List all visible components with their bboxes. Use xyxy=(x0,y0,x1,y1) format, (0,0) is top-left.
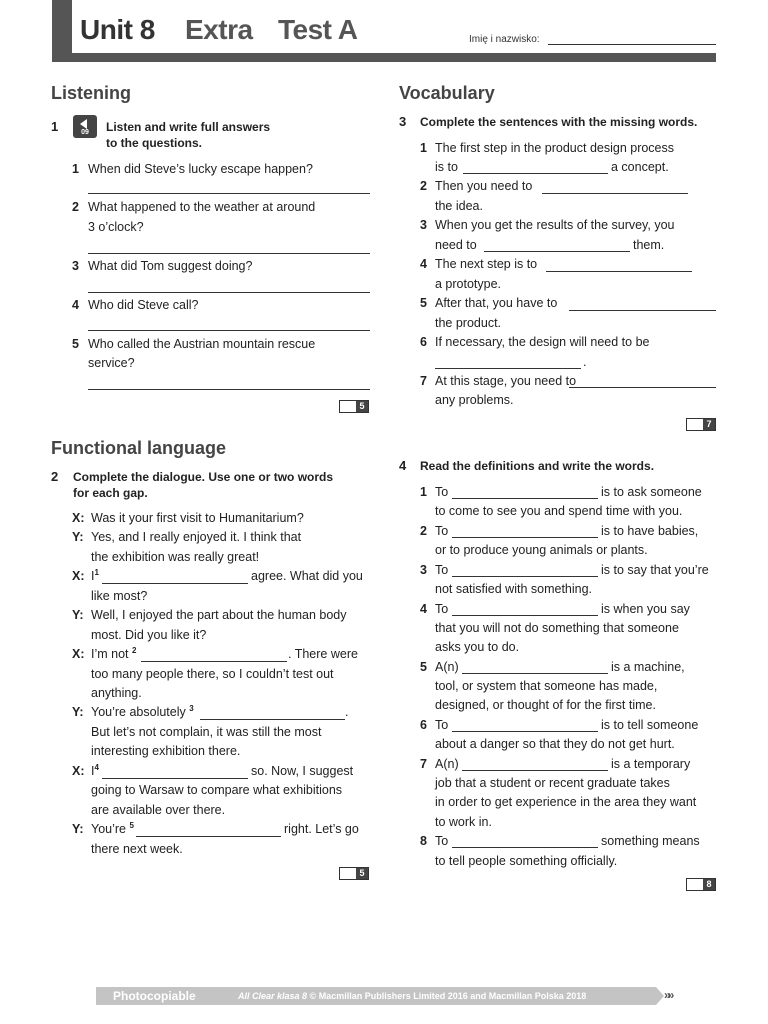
question-1-text: When did Steve’s lucky escape happen? xyxy=(88,162,313,176)
dialogue-line: agree. What did you xyxy=(251,569,363,583)
dialogue-line: too many people there, so I couldn’t test out xyxy=(91,667,334,681)
exercise-1-instruction-line-2: to the questions. xyxy=(106,136,202,150)
exercise-3-instruction: Complete the sentences with the missing words. xyxy=(420,115,698,129)
definition-text: To xyxy=(435,602,449,616)
header-bar-bottom xyxy=(52,53,716,62)
sentence-1-gap[interactable] xyxy=(463,173,608,174)
speaker-x: X: xyxy=(72,764,85,778)
definition-5-number: 5 xyxy=(420,660,427,674)
track-number: 09 xyxy=(81,129,89,136)
dialogue-line: anything. xyxy=(91,686,142,700)
definition-text: is to tell someone xyxy=(601,718,699,732)
answer-1-line[interactable] xyxy=(88,193,370,194)
definition-2-gap[interactable] xyxy=(452,537,598,538)
sentence-text: the idea. xyxy=(435,199,483,213)
dialogue-line: You’re $^5$ xyxy=(91,820,134,836)
dialogue-line: going to Warsaw to compare what exhibitions xyxy=(91,783,343,797)
gap-number: 3 xyxy=(189,703,194,713)
dialogue-line: are available over there. xyxy=(91,803,226,817)
definition-text: A(n) xyxy=(435,757,459,771)
exercise-4-instruction: Read the definitions and write the words. xyxy=(420,459,655,473)
max-score: 7 xyxy=(703,419,715,430)
gap-number: 1 xyxy=(94,567,99,577)
score-input[interactable] xyxy=(687,419,704,430)
speaker-x: X: xyxy=(72,511,85,525)
definition-text: is to say that you’re xyxy=(601,563,709,577)
definition-3-gap[interactable] xyxy=(452,576,598,577)
sentence-text: When you get the results of the survey, you xyxy=(435,218,675,232)
definition-text: is when you say xyxy=(601,602,690,616)
definition-text: To xyxy=(435,718,449,732)
definition-text: designed, or thought of for the first time. xyxy=(435,698,656,712)
sentence-text: The first step in the product design process xyxy=(435,141,675,155)
score-input[interactable] xyxy=(340,868,357,879)
speaker-x: X: xyxy=(72,569,85,583)
dialogue-line: like most? xyxy=(91,589,148,603)
definition-4-gap[interactable] xyxy=(452,615,598,616)
sentence-text: a concept. xyxy=(611,160,669,174)
photocopiable-label: Photocopiable xyxy=(113,989,196,1003)
definition-text: To xyxy=(435,524,449,538)
definition-text: in order to get experience in the area they want xyxy=(435,795,697,809)
definition-text: something means xyxy=(601,834,700,848)
question-1-number: 1 xyxy=(72,162,79,176)
definition-text: to come to see you and spend time with you. xyxy=(435,504,683,518)
exercise-2-instruction-line-1: Complete the dialogue. Use one or two words xyxy=(73,470,334,484)
exercise-2-instruction-line-2: for each gap. xyxy=(73,486,148,500)
definition-text: is to have babies, xyxy=(601,524,699,538)
question-5-text-line-1: Who called the Austrian mountain rescue xyxy=(88,337,316,351)
sentence-text: The next step is to xyxy=(435,257,538,271)
gap-2-line[interactable] xyxy=(141,661,287,662)
dialogue-line: the exhibition was really great! xyxy=(91,550,260,564)
gap-number: 4 xyxy=(94,762,99,772)
functional-language-title: Functional language xyxy=(51,438,227,458)
definition-text: To xyxy=(435,563,449,577)
sentence-6-number: 6 xyxy=(420,335,427,349)
sentence-3-gap[interactable] xyxy=(484,251,630,252)
definition-text: A(n) xyxy=(435,660,459,674)
gap-5-line[interactable] xyxy=(136,836,281,837)
sentence-6-gap[interactable] xyxy=(435,368,581,369)
sentence-text: If necessary, the design will need to be xyxy=(435,335,650,349)
exercise-4-number: 4 xyxy=(399,458,407,473)
sentence-text: need to xyxy=(435,238,477,252)
question-2-number: 2 xyxy=(72,200,79,214)
exercise-4-score-box[interactable] xyxy=(686,878,716,891)
listening-title: Listening xyxy=(51,83,131,103)
vocabulary-title: Vocabulary xyxy=(399,83,495,103)
name-label: Imię i nazwisko: xyxy=(469,34,540,45)
definition-7-gap[interactable] xyxy=(462,770,608,771)
definition-text: to work in. xyxy=(435,815,492,829)
exercise-1-score-box[interactable] xyxy=(339,400,369,413)
exercise-2-number: 2 xyxy=(51,469,59,484)
gap-number: 2 xyxy=(132,645,137,655)
definition-text: or to produce young animals or plants. xyxy=(435,543,648,557)
dialogue-line: right. Let’s go xyxy=(284,822,359,836)
name-field[interactable] xyxy=(548,44,716,45)
answer-3-line[interactable] xyxy=(88,292,370,293)
question-3-text: What did Tom suggest doing? xyxy=(88,259,253,273)
definition-text: to tell people something officially. xyxy=(435,854,618,868)
exercise-1-instruction-line-1: Listen and write full answers xyxy=(106,120,271,134)
answer-5-line[interactable] xyxy=(88,389,370,390)
dialogue-line: $I^1$ xyxy=(91,567,99,583)
sentence-text: a prototype. xyxy=(435,277,502,291)
question-3-number: 3 xyxy=(72,259,79,273)
question-5-text-line-2: service? xyxy=(88,356,135,370)
sentence-4-gap[interactable] xyxy=(546,271,692,272)
unit-title: Unit 8 xyxy=(80,14,155,45)
gap-4-line[interactable] xyxy=(102,778,248,779)
definition-text: is a machine, xyxy=(611,660,685,674)
definition-4-number: 4 xyxy=(420,602,427,616)
sentence-5-number: 5 xyxy=(420,296,427,310)
definition-1-gap[interactable] xyxy=(452,498,598,499)
sentence-2-gap[interactable] xyxy=(542,193,688,194)
definition-8-number: 8 xyxy=(420,834,427,848)
dialogue-line: I’m not $^2$ xyxy=(91,645,137,661)
max-score: 8 xyxy=(703,879,715,890)
definition-text: is to ask someone xyxy=(601,485,702,499)
dialogue-line: You’re absolutely $^3$ xyxy=(91,703,194,719)
exercise-3-number: 3 xyxy=(399,114,407,129)
definition-text: is a temporary xyxy=(611,757,691,771)
score-input[interactable] xyxy=(687,879,704,890)
speaker-x: X: xyxy=(72,647,85,661)
dialogue-line: most. Did you like it? xyxy=(91,628,207,642)
sentence-text: the product. xyxy=(435,316,502,330)
question-2-text-line-1: What happened to the weather at around xyxy=(88,200,316,214)
gap-1-line[interactable] xyxy=(102,583,248,584)
definition-text: To xyxy=(435,485,449,499)
answer-2-line[interactable] xyxy=(88,253,370,254)
sentence-text: any problems. xyxy=(435,393,514,407)
sentence-text: . xyxy=(583,355,587,369)
definition-text: not satisfied with something. xyxy=(435,582,593,596)
sentence-text: them. xyxy=(633,238,665,252)
sentence-3-number: 3 xyxy=(420,218,427,232)
definition-6-number: 6 xyxy=(420,718,427,732)
footer-arrow-icon xyxy=(656,987,664,1005)
dialogue-line: interesting exhibition there. xyxy=(91,744,241,758)
definition-text: tool, or system that someone has made, xyxy=(435,679,658,693)
double-chevron-icon: »» xyxy=(664,988,672,1002)
sentence-7-number: 7 xyxy=(420,374,427,388)
definition-5-gap[interactable] xyxy=(462,673,608,674)
sentence-text: At this stage, you need to xyxy=(435,374,577,388)
gap-number: 5 xyxy=(129,820,134,830)
dialogue-line: so. Now, I suggest xyxy=(251,764,354,778)
gap-3-line[interactable] xyxy=(200,719,345,720)
audio-track-icon[interactable] xyxy=(73,115,97,138)
max-score: 5 xyxy=(356,401,368,412)
max-score: 5 xyxy=(356,868,368,879)
sentence-1-number: 1 xyxy=(420,141,427,155)
sentence-text: is to xyxy=(435,160,458,174)
score-input[interactable] xyxy=(340,401,357,412)
dialogue-line: . xyxy=(345,705,349,719)
test-title: Test A xyxy=(278,14,358,45)
definition-text: that you will not do something that someone xyxy=(435,621,679,635)
dialogue-line: Well, I enjoyed the part about the human body xyxy=(91,608,347,622)
question-2-text-line-2: 3 o’clock? xyxy=(88,220,144,234)
definition-text: job that a student or recent graduate takes xyxy=(435,776,670,790)
definition-text: To xyxy=(435,834,449,848)
dialogue-line: Yes, and I really enjoyed it. I think that xyxy=(91,530,302,544)
speaker-y: Y: xyxy=(72,530,84,544)
sentence-text: After that, you have to xyxy=(435,296,558,310)
dialogue-line: . There were xyxy=(288,647,358,661)
exercise-3-score-box[interactable] xyxy=(686,418,716,431)
answer-4-line[interactable] xyxy=(88,330,370,331)
speaker-y: Y: xyxy=(72,822,84,836)
definition-6-gap[interactable] xyxy=(452,731,598,732)
sentence-text: Then you need to xyxy=(435,179,533,193)
definition-8-gap[interactable] xyxy=(452,847,598,848)
extra-title: Extra xyxy=(185,14,253,45)
copyright-text: All Clear klasa 8 © Macmillan Publishers Limited 2016 and Macmillan Polska 2018 xyxy=(238,991,587,1001)
definition-7-number: 7 xyxy=(420,757,427,771)
exercise-1-number: 1 xyxy=(51,119,59,134)
definition-text: about a danger so that they do not get hurt. xyxy=(435,737,675,751)
speaker-icon xyxy=(80,119,87,129)
dialogue-line: $I^4$ xyxy=(91,762,99,778)
dialogue-line: Was it your first visit to Humanitarium? xyxy=(91,511,304,525)
definition-text: asks you to do. xyxy=(435,640,520,654)
sentence-7-gap[interactable] xyxy=(569,387,716,388)
exercise-2-score-box[interactable] xyxy=(339,867,369,880)
question-4-number: 4 xyxy=(72,298,79,312)
definition-2-number: 2 xyxy=(420,524,427,538)
question-5-number: 5 xyxy=(72,337,79,351)
speaker-y: Y: xyxy=(72,705,84,719)
definition-3-number: 3 xyxy=(420,563,427,577)
sentence-4-number: 4 xyxy=(420,257,427,271)
dialogue-line: there next week. xyxy=(91,842,183,856)
question-4-text: Who did Steve call? xyxy=(88,298,199,312)
definition-1-number: 1 xyxy=(420,485,427,499)
dialogue-line: But let’s not complain, it was still the most xyxy=(91,725,322,739)
speaker-y: Y: xyxy=(72,608,84,622)
sentence-5-gap[interactable] xyxy=(569,310,716,311)
sentence-2-number: 2 xyxy=(420,179,427,193)
